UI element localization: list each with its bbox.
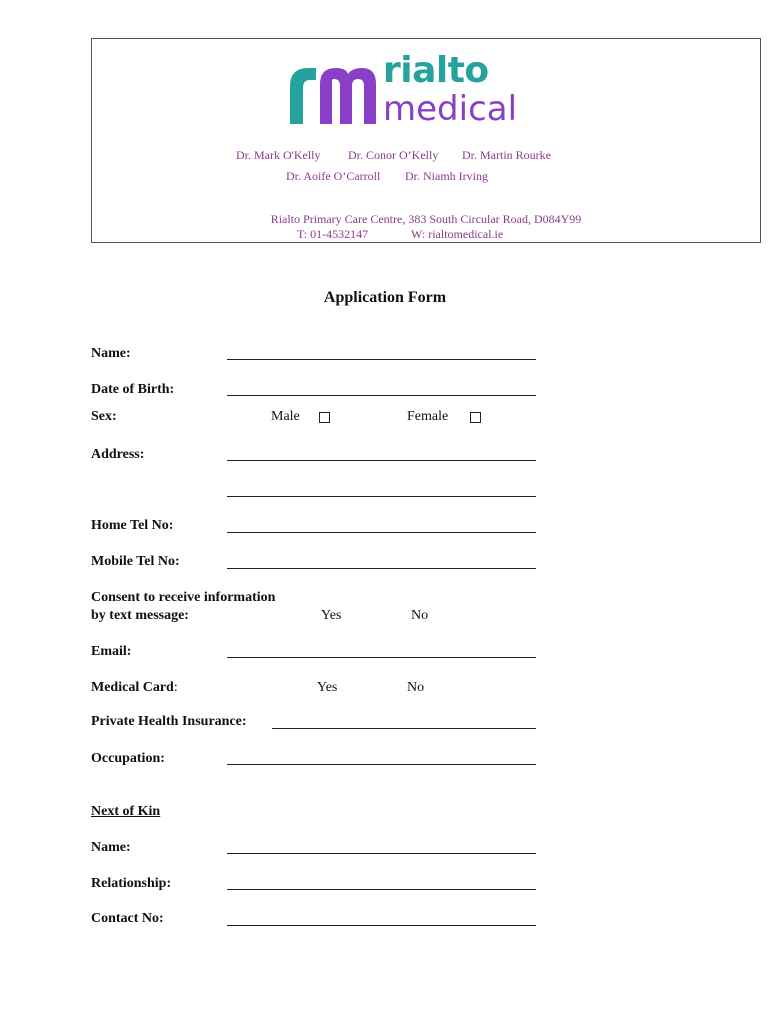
practice-address: Rialto Primary Care Centre, 383 South Circular Road, D084Y99: [270, 212, 582, 226]
logo-word-medical: medical: [383, 89, 518, 129]
doctor-name: Dr. Martin Rourke: [462, 148, 551, 162]
page-title: Application Form: [323, 289, 447, 306]
nok-name-label: Name:: [91, 840, 131, 855]
name-field-line[interactable]: [227, 359, 536, 360]
email-field-line[interactable]: [227, 657, 536, 658]
address-field-line-2[interactable]: [227, 496, 536, 497]
medical-card-yes-option[interactable]: Yes: [317, 680, 338, 695]
consent-label-line-2: by text message:: [91, 608, 189, 623]
home-tel-label: Home Tel No:: [91, 518, 174, 533]
address-field-line-1[interactable]: [227, 460, 536, 461]
consent-yes-option[interactable]: Yes: [321, 608, 342, 623]
address-label: Address:: [91, 447, 145, 462]
dob-field-line[interactable]: [227, 395, 536, 396]
contact-no-field-line[interactable]: [227, 925, 536, 926]
doctor-name: Dr. Mark O'Kelly: [236, 148, 321, 162]
relationship-field-line[interactable]: [227, 889, 536, 890]
email-label: Email:: [91, 644, 132, 659]
consent-label-line-1: Consent to receive information: [91, 590, 276, 605]
medical-card-no-option[interactable]: No: [407, 680, 425, 695]
doctor-name: Dr. Niamh Irving: [405, 169, 488, 183]
sex-label: Sex:: [91, 409, 117, 424]
dob-label: Date of Birth:: [91, 382, 175, 397]
medical-card-label: [91, 680, 178, 696]
practice-phone: T: 01-4532147: [297, 227, 369, 241]
rialto-medical-logo: [286, 52, 546, 130]
next-of-kin-heading: Next of Kin: [91, 804, 161, 819]
mobile-tel-field-line[interactable]: [227, 568, 536, 569]
rm-logo-mark: [286, 60, 378, 126]
occupation-label: Occupation:: [91, 751, 165, 766]
occupation-field-line[interactable]: [227, 764, 536, 765]
medical-card-colon: :: [173, 680, 178, 695]
phi-label: Private Health Insurance:: [91, 714, 247, 729]
logo-word-rialto: rialto: [383, 50, 489, 91]
nok-name-field-line[interactable]: [227, 853, 536, 854]
name-label: Name:: [91, 346, 131, 361]
female-checkbox[interactable]: [470, 412, 481, 423]
home-tel-field-line[interactable]: [227, 532, 536, 533]
contact-no-label: Contact No:: [91, 911, 164, 926]
doctor-name: Dr. Conor O’Kelly: [348, 148, 439, 162]
medical-card-label-text: Medical Card: [91, 680, 174, 695]
practice-website: W: rialtomedical.ie: [411, 227, 504, 241]
male-checkbox[interactable]: [319, 412, 330, 423]
phi-field-line[interactable]: [272, 728, 536, 729]
male-label: Male: [271, 409, 300, 424]
relationship-label: Relationship:: [91, 876, 172, 891]
female-label: Female: [407, 409, 449, 424]
mobile-tel-label: Mobile Tel No:: [91, 554, 180, 569]
doctor-name: Dr. Aoife O’Carroll: [286, 169, 381, 183]
consent-no-option[interactable]: No: [411, 608, 429, 623]
